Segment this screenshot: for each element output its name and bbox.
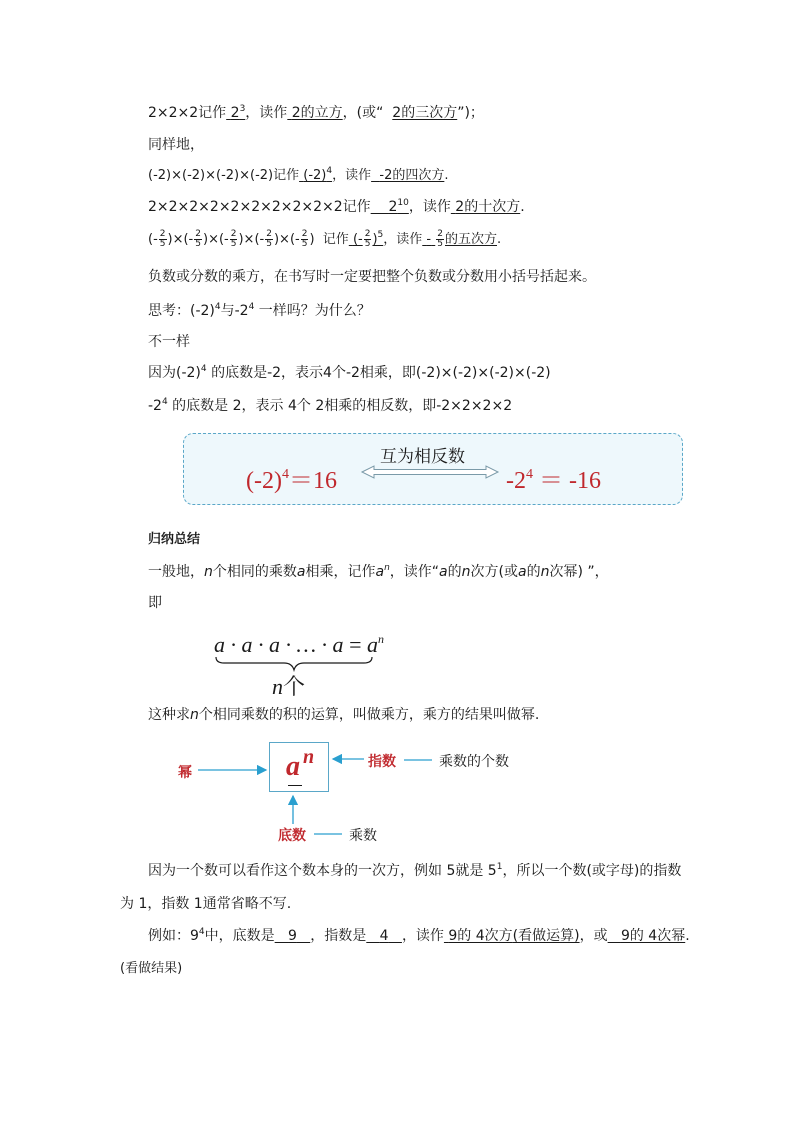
- power-formula: a · a · a · … · $a = a^n$: [214, 632, 384, 657]
- answer-blank: - $\frac{2}{5}$ 的五次方: [426, 229, 497, 249]
- line-think: 思考：$(-2)^4$与$-2^4$ 一样吗？为什么？: [148, 302, 371, 319]
- base-description: 乘数: [349, 828, 377, 844]
- fraction-factor: (- $\frac{2}{5}$ ): [289, 229, 315, 249]
- text: ，读作: [383, 232, 423, 247]
- base-label: 底数: [278, 828, 306, 844]
- answer-blank: 9的 4次方(看做运算): [448, 928, 580, 944]
- right-expression: $-2^4 = -16$: [506, 467, 601, 494]
- answer-blank: $(-2)^4$: [303, 166, 333, 183]
- example-line: 例如：$9^4$中，底数是 9 ，指数是 4 ，读作 9的 4次方(看做运算)，或 9的 4次幂.: [148, 927, 690, 944]
- answer-blank: $2^3$: [230, 104, 246, 121]
- summary-line: 一般地，n个相同的乘数a相乘，记作$a^n$，读作“a的n次方(或a的n次幂) ”，: [148, 563, 609, 580]
- answer-blank: 2的三次方: [392, 105, 458, 121]
- summary-title: 归纳总结: [148, 532, 201, 547]
- example-line-2: (看做结果): [120, 961, 183, 976]
- base-symbol: a: [286, 751, 300, 782]
- text: ，(或“: [342, 105, 384, 121]
- left-expression: $(-2)^4=16$: [246, 467, 337, 494]
- opposite-label: 互为相反数: [380, 447, 465, 467]
- base-underline: [288, 785, 302, 786]
- fraction-product: (- $\frac{2}{5}$ )×(- $\frac{2}{5}$ )×(- $\frac{2}{5}$ )×(- $\frac{2}{5}$ )×(- $\frac{2}{5}$ ): [148, 229, 315, 249]
- text: .: [520, 199, 525, 215]
- answer-blank: 9的 4次幂: [620, 928, 686, 944]
- summary-ji: 即: [148, 595, 162, 611]
- text: .: [444, 168, 449, 183]
- answer-blank: (- $\frac{2}{5}$ )$^5$: [352, 229, 384, 249]
- answer-blank: -2的四次方: [379, 168, 445, 183]
- text: ，读作: [245, 105, 288, 121]
- fraction-factor: (- $\frac{2}{5}$ ): [254, 229, 280, 249]
- power-box: [269, 742, 329, 792]
- fraction-factor: (- $\frac{2}{5}$ ): [218, 229, 244, 249]
- line-because: 因为$(-2)^4$ 的底数是-2，表示4个-2相乘，即(-2)×(-2)×(-2)×(-2): [148, 364, 551, 381]
- paragraph-line-1: 因为一个数可以看作这个数本身的一次方，例如 5就是 $5^1$，所以一个数(或字母)的指数: [148, 862, 682, 879]
- text: ，读作: [408, 199, 451, 215]
- power-label: 幂: [178, 765, 192, 781]
- text: ”)；: [457, 105, 484, 121]
- answer-blank: 4: [379, 928, 389, 944]
- text: .: [497, 232, 502, 247]
- answer-blank: 2的十次方: [455, 199, 521, 215]
- line-neg-power: $-2^4$ 的底数是 2，表示 4个 2相乘的相反数，即-2×2×2×2: [148, 397, 513, 414]
- answer-blank: $2^{10}$: [388, 198, 409, 215]
- text: 2×2×2×2×2×2×2×2×2×2记作: [148, 199, 371, 215]
- definition-line: 这种求n个相同乘数的积的运算，叫做乘方，乘方的结果叫做幂.: [148, 707, 540, 723]
- answer-blank: 9: [288, 928, 297, 944]
- line-note: 负数或分数的乘方，在书写时一定要把整个负数或分数用小括号括起来。: [148, 269, 596, 285]
- line-answer: 不一样: [148, 334, 190, 350]
- exponent-label: 指数: [368, 754, 396, 770]
- text: (-2)×(-2)×(-2)×(-2)记作: [148, 168, 300, 183]
- text: ，读作: [332, 168, 372, 183]
- paragraph-line-2: 为 1，指数 1通常省略不写.: [120, 896, 292, 912]
- factor-count: n个: [272, 674, 306, 700]
- text: 2×2×2记作: [148, 105, 227, 121]
- text: 记作: [322, 232, 349, 247]
- exponent-symbol: n: [303, 746, 315, 768]
- exponent-description: 乘数的个数: [439, 754, 509, 770]
- answer-blank: 2的立方: [291, 105, 343, 121]
- fraction-factor: (- $\frac{2}{5}$ ): [148, 229, 173, 249]
- fraction-factor: (- $\frac{2}{5}$ ): [183, 229, 209, 249]
- line-similarly: 同样地，: [148, 137, 204, 153]
